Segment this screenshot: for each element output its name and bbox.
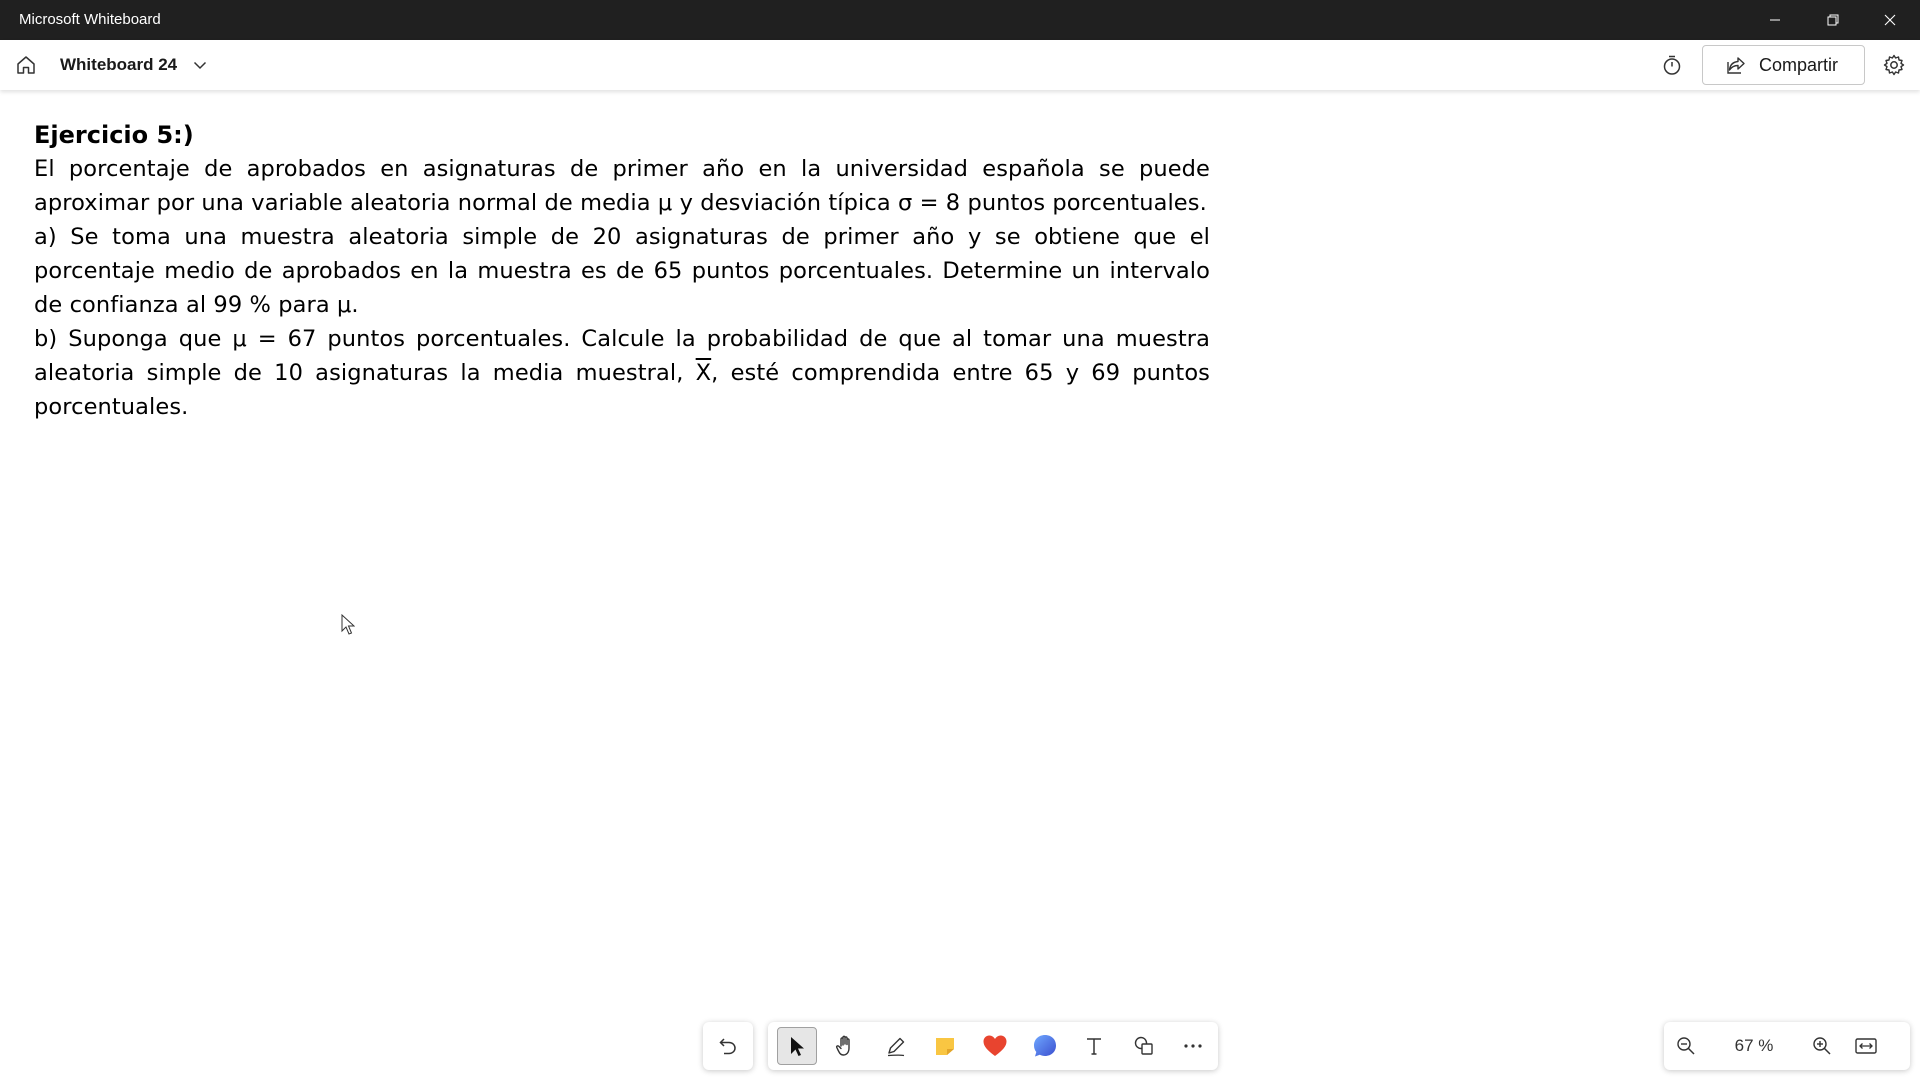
exercise-part-a: a) Se toma una muestra aleatoria simple de 20 asignaturas de primer año y se obtiene que el porcentaje medio de aprobados en la muestra es de 65 puntos porcentuales. Determine un intervalo de confianza al 99 % para μ. [34,224,1210,318]
text-icon [1083,1035,1105,1057]
hand-icon [835,1034,857,1058]
timer-icon [1661,54,1683,76]
zoom-out-button[interactable] [1664,1022,1708,1070]
chat-tool[interactable] [1020,1022,1070,1070]
text-tool[interactable] [1069,1022,1119,1070]
home-button[interactable] [10,48,42,82]
chevron-down-icon [193,60,207,70]
board-title[interactable]: Whiteboard 24 [60,55,178,74]
timer-button[interactable] [1655,49,1689,81]
part-b-end: , esté comprendida entre 65 y 69 puntos porcentuales. [34,360,1211,420]
sticky-note-tool[interactable] [921,1022,971,1070]
app-title: Microsoft Whiteboard [19,11,161,28]
share-button[interactable] [1702,45,1865,85]
exercise-heading: Ejercicio 5:) [34,121,194,149]
share-label: Compartir [1759,54,1839,75]
undo-button[interactable] [703,1022,753,1070]
gear-icon [1882,53,1906,77]
settings-button[interactable] [1877,49,1911,81]
zoom-in-icon [1811,1035,1833,1057]
app-header [0,40,1920,90]
more-tools-button[interactable] [1169,1022,1219,1070]
shapes-icon [1133,1035,1155,1057]
shapes-tool[interactable] [1119,1022,1169,1070]
sample-mean-symbol: $\overline{X}$ [695,360,712,386]
chat-bubble-icon [1032,1033,1058,1059]
exercise-text-image[interactable] [34,118,1210,424]
exercise-intro: El porcentaje de aprobados en asignaturas de primer año en la universidad española se puede aproximar por una variable aleatoria normal de media μ y desviación típica σ = 8 puntos porcentuales. [34,156,1210,216]
mouse-cursor-icon [341,614,355,636]
minimize-icon [1769,14,1781,26]
title-bar [0,0,1920,40]
undo-toolbar [703,1022,753,1070]
select-tool[interactable] [772,1022,822,1070]
pen-tool[interactable] [871,1022,921,1070]
zoom-in-button[interactable] [1800,1022,1844,1070]
zoom-toolbar [1664,1022,1910,1070]
home-icon [15,54,37,76]
fit-to-screen-button[interactable] [1844,1022,1888,1070]
heart-icon [982,1034,1008,1058]
restore-button[interactable] [1805,0,1861,40]
whiteboard-canvas[interactable] [0,90,1920,1080]
undo-icon [717,1035,739,1057]
part-b-start: b) Suponga que μ = 67 puntos porcentuales. Calcule la probabilidad de que al tomar una muestra aleatoria simple de 10 asignaturas la media muestral, [34,326,1210,386]
close-icon [1884,14,1896,26]
more-icon [1182,1043,1204,1049]
share-icon [1725,54,1747,76]
close-button[interactable] [1862,0,1918,40]
exercise-part-b [34,322,1210,424]
reactions-tool[interactable] [970,1022,1020,1070]
pan-tool[interactable] [822,1022,872,1070]
restore-icon [1827,14,1839,26]
sticky-note-icon [933,1034,957,1058]
pen-icon [885,1035,907,1057]
fit-screen-icon [1854,1036,1878,1056]
zoom-level[interactable]: 67 % [1734,1036,1774,1055]
minimize-button[interactable] [1747,0,1803,40]
tools-toolbar [768,1022,1218,1070]
board-menu-button[interactable] [190,54,210,76]
zoom-out-icon [1675,1035,1697,1057]
pointer-icon [787,1035,807,1057]
